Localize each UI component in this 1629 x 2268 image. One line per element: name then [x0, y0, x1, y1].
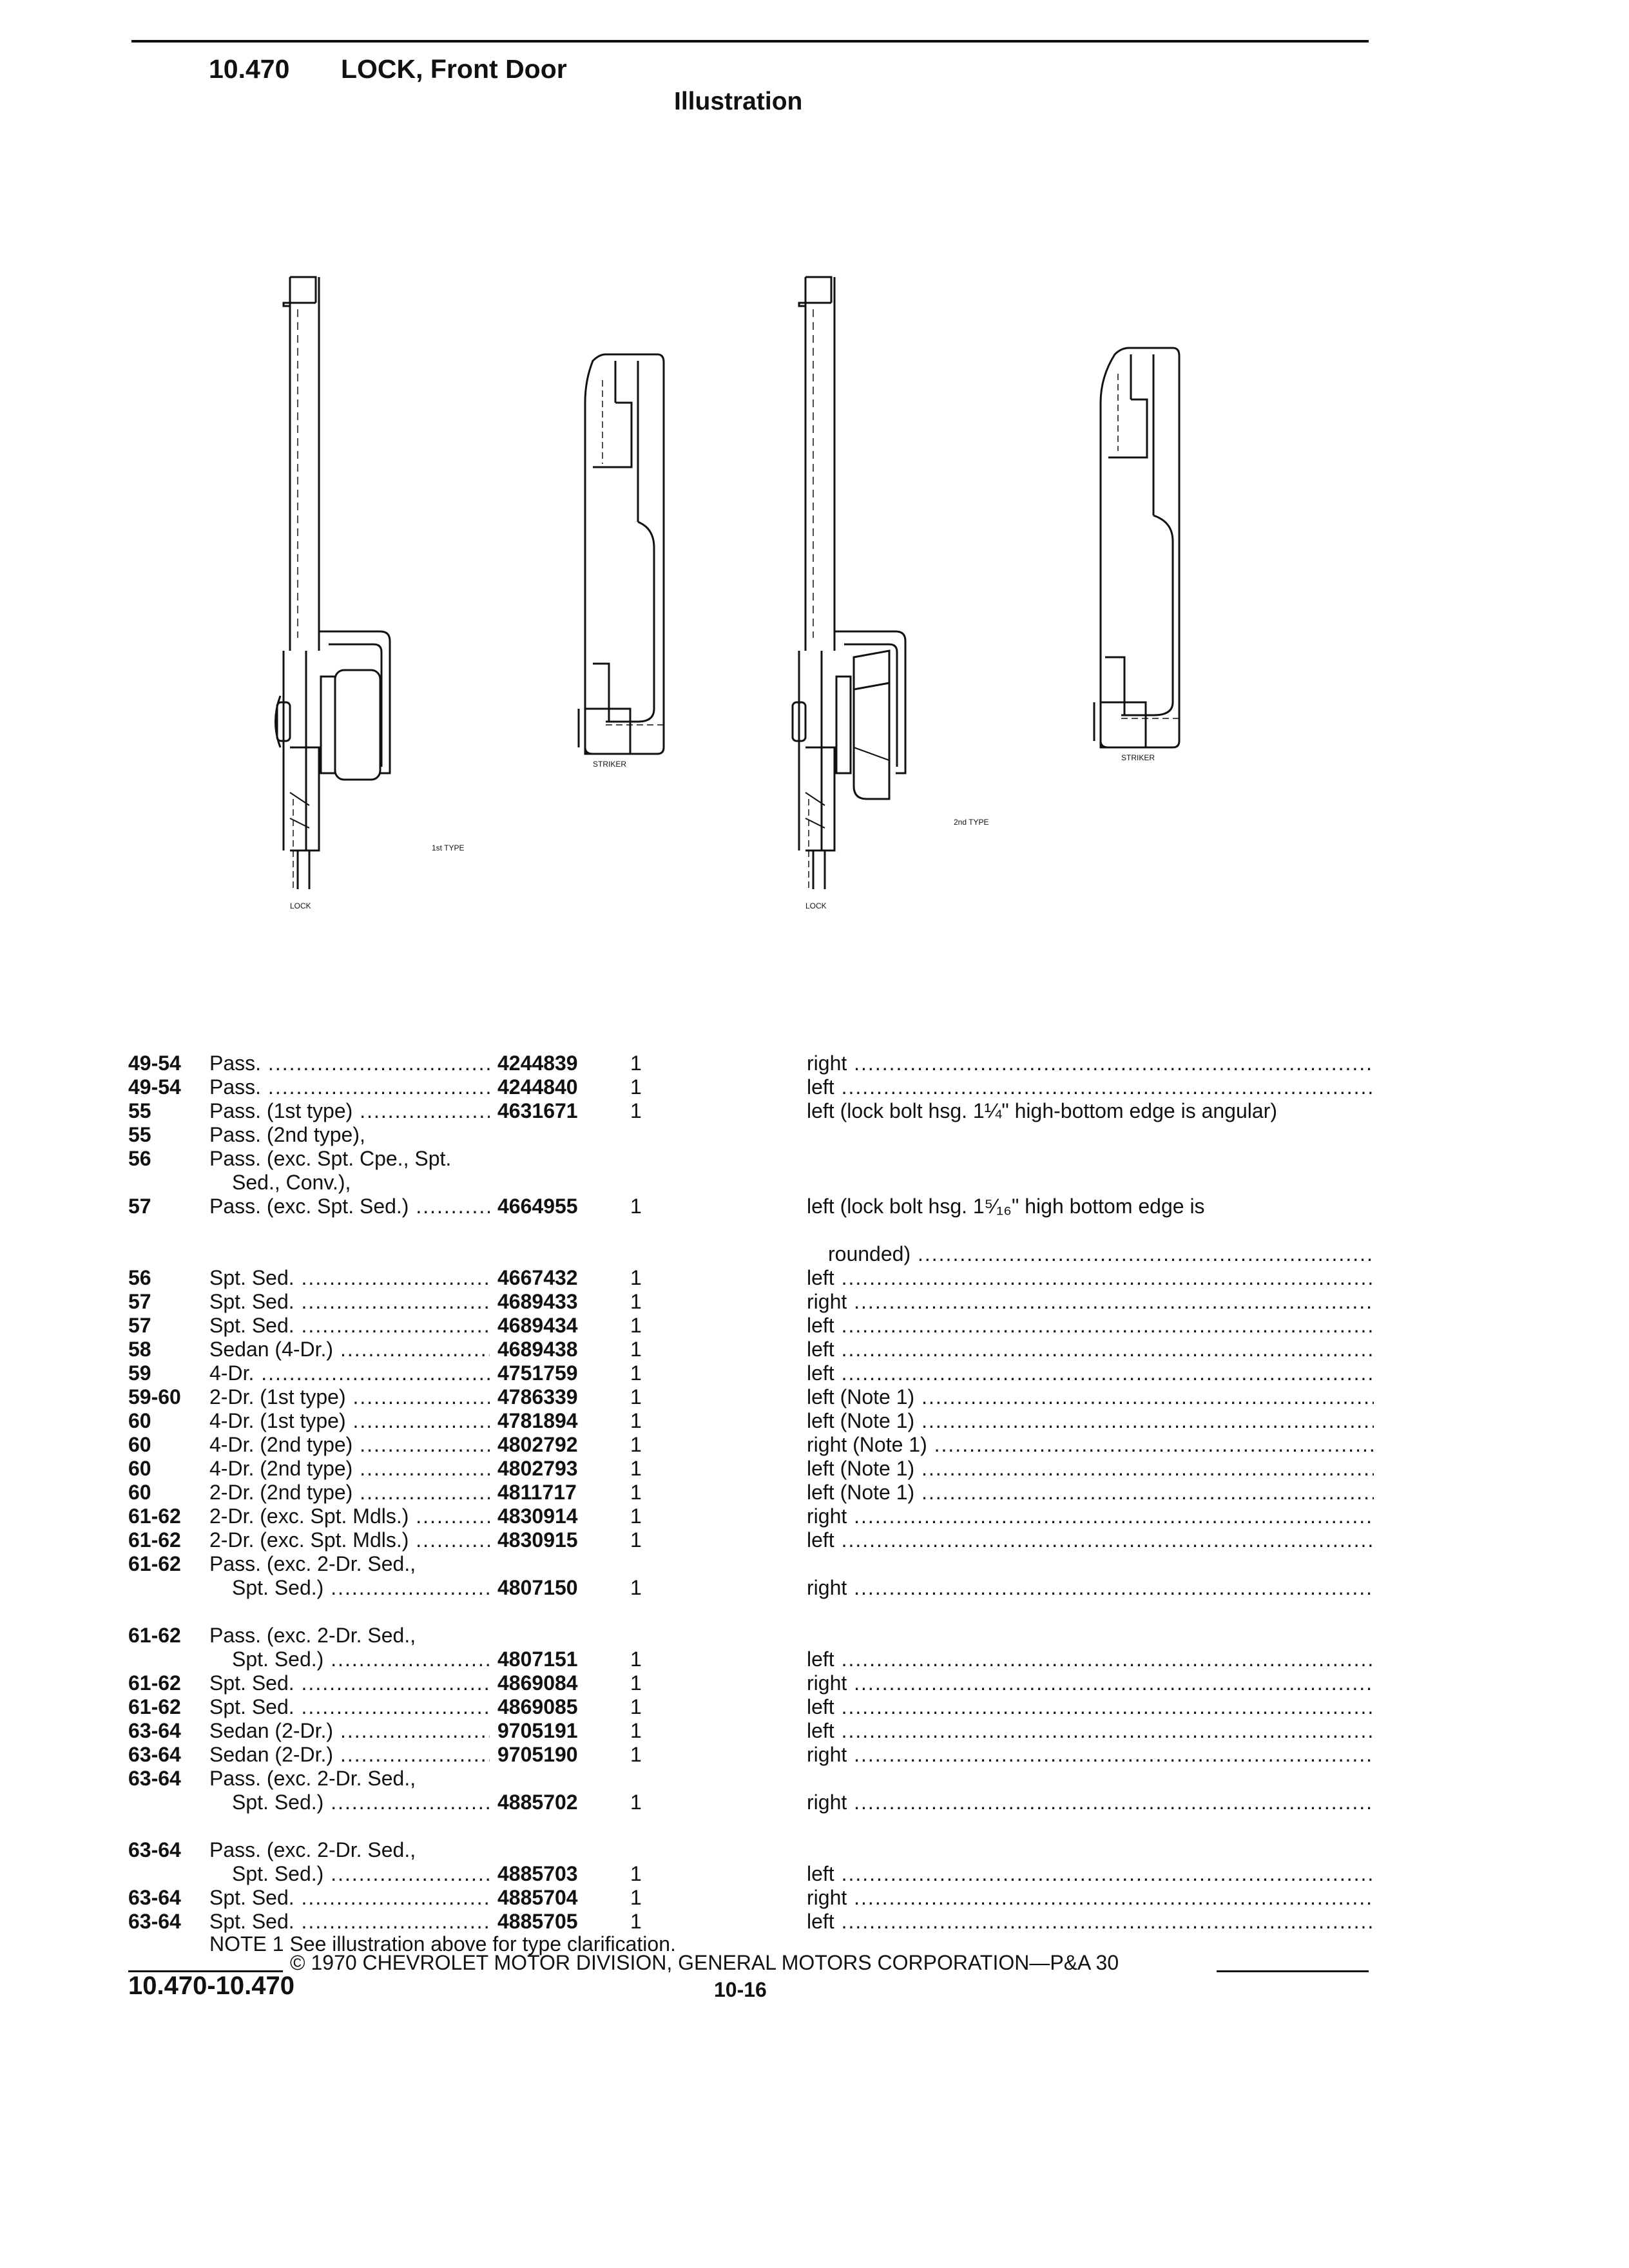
footer-page-number: 10-16	[714, 1978, 767, 2001]
parts-row	[0, 1622, 1629, 1648]
note-text: NOTE 1 See illustration above for type clarification.	[209, 1932, 676, 1956]
model-year: 55	[128, 1099, 151, 1122]
model-year: 60	[128, 1433, 151, 1456]
remarks: left .....	[807, 1527, 1374, 1553]
quantity: 1	[630, 1481, 642, 1504]
parts-row	[0, 1527, 1629, 1553]
model-description: Spt. Sed. .....	[209, 1265, 490, 1291]
model-year: 61-62	[128, 1504, 181, 1528]
remarks: left .....	[807, 1336, 1374, 1362]
model-description: 2-Dr. (exc. Spt. Mdls.) .....	[209, 1503, 490, 1529]
part-number: 4664955	[497, 1195, 578, 1218]
parts-row	[0, 1456, 1629, 1481]
model-year: 49-54	[128, 1075, 181, 1099]
remarks: left .....	[807, 1360, 1374, 1386]
part-number: 9705190	[497, 1743, 578, 1766]
remarks: left .....	[807, 1074, 1374, 1100]
part-number: 4830914	[497, 1504, 578, 1528]
parts-row	[0, 1575, 1629, 1600]
remarks: right .....	[807, 1050, 1374, 1076]
model-description: Pass. (2nd type),	[209, 1123, 365, 1146]
model-year: 60	[128, 1409, 151, 1432]
parts-row	[0, 1837, 1629, 1863]
first-type-lock-drawing	[276, 277, 390, 889]
parts-row	[0, 1670, 1629, 1696]
model-year: 59-60	[128, 1385, 181, 1408]
remarks: right .....	[807, 1742, 1374, 1767]
model-description: Sedan (2-Dr.) .....	[209, 1718, 490, 1744]
part-number: 4751759	[497, 1361, 578, 1385]
parts-row	[0, 1861, 1629, 1887]
model-description: Pass. (exc. Spt. Sed.) .....	[209, 1193, 490, 1219]
first-type-striker-drawing	[579, 354, 664, 754]
parts-row	[0, 1193, 1629, 1219]
parts-row	[0, 1312, 1629, 1338]
model-year: 60	[128, 1457, 151, 1480]
parts-row	[0, 1789, 1629, 1815]
parts-row	[0, 1265, 1629, 1291]
lock-label-1: LOCK	[290, 901, 311, 910]
remarks: right .....	[807, 1503, 1374, 1529]
lock-illustration	[245, 258, 1250, 934]
parts-row	[0, 1551, 1629, 1577]
part-number: 4811717	[497, 1481, 577, 1504]
quantity: 1	[630, 1695, 642, 1718]
quantity: 1	[630, 1075, 642, 1099]
quantity: 1	[630, 1719, 642, 1742]
part-number: 4244839	[497, 1052, 578, 1075]
second-type-lock-drawing	[793, 277, 905, 889]
illustration-heading: Illustration	[674, 88, 803, 115]
model-year: 57	[128, 1314, 151, 1337]
quantity: 1	[630, 1361, 642, 1385]
section-heading	[209, 54, 567, 84]
remarks: left .....	[807, 1861, 1374, 1887]
model-year: 61-62	[128, 1528, 181, 1552]
model-year: 63-64	[128, 1767, 181, 1790]
quantity: 1	[630, 1290, 642, 1313]
quantity: 1	[630, 1457, 642, 1480]
remarks: left .....	[807, 1265, 1374, 1291]
model-year: 63-64	[128, 1886, 181, 1909]
lock-label-2: LOCK	[805, 901, 827, 910]
model-year: 58	[128, 1338, 151, 1361]
model-year: 63-64	[128, 1719, 181, 1742]
quantity: 1	[630, 1576, 642, 1599]
parts-row	[0, 1384, 1629, 1410]
remarks: left .....	[807, 1312, 1374, 1338]
model-description: Pass. .....	[209, 1050, 490, 1076]
remarks: right .....	[807, 1885, 1374, 1910]
part-number: 4885705	[497, 1910, 578, 1933]
model-description: Pass. (exc. 2-Dr. Sed.,	[209, 1552, 416, 1575]
remarks: left (Note 1) .....	[807, 1408, 1374, 1434]
part-number: 4869084	[497, 1671, 578, 1695]
model-year: 56	[128, 1147, 151, 1170]
part-number: 4830915	[497, 1528, 578, 1552]
section-title: LOCK, Front Door	[341, 54, 567, 84]
first-type-label: 1st TYPE	[432, 843, 465, 852]
model-year: 57	[128, 1290, 151, 1313]
model-description: Spt. Sed.) .....	[232, 1861, 490, 1887]
striker-label-2: STRIKER	[1121, 753, 1155, 762]
quantity: 1	[630, 1409, 642, 1432]
model-year: 55	[128, 1123, 151, 1146]
quantity: 1	[630, 1266, 642, 1289]
part-number: 4244840	[497, 1075, 578, 1099]
parts-row	[0, 1336, 1629, 1362]
part-number: 4869085	[497, 1695, 578, 1718]
model-description: 4-Dr. (2nd type) .....	[209, 1432, 490, 1457]
model-description: 4-Dr. (2nd type) .....	[209, 1456, 490, 1481]
model-description: Spt. Sed.) .....	[232, 1575, 490, 1600]
section-number: 10.470	[209, 54, 290, 84]
remarks: left .....	[807, 1694, 1374, 1720]
top-rule	[131, 40, 1369, 43]
quantity: 1	[630, 1433, 642, 1456]
parts-row	[0, 1169, 1629, 1195]
footer-section-range: 10.470-10.470	[128, 1972, 295, 2000]
second-type-striker-drawing	[1094, 348, 1179, 747]
part-number: 4807150	[497, 1576, 578, 1599]
part-number: 4689434	[497, 1314, 578, 1337]
parts-row	[0, 1050, 1629, 1076]
parts-row	[0, 1765, 1629, 1791]
footer-rule-right	[1217, 1970, 1369, 1972]
quantity: 1	[630, 1314, 642, 1337]
model-description: Pass. (exc. Spt. Cpe., Spt.	[209, 1147, 452, 1170]
quantity: 1	[630, 1886, 642, 1909]
model-description: Spt. Sed. .....	[209, 1312, 490, 1338]
model-description: Spt. Sed.) .....	[232, 1789, 490, 1815]
remarks: left .....	[807, 1718, 1374, 1744]
quantity: 1	[630, 1791, 642, 1814]
part-number: 4885704	[497, 1886, 578, 1909]
quantity: 1	[630, 1862, 642, 1885]
model-year: 63-64	[128, 1838, 181, 1861]
model-description: Spt. Sed.) .....	[232, 1646, 490, 1672]
remarks: left (lock bolt hsg. 1¼" high-bottom edge is angular)	[807, 1099, 1277, 1122]
parts-row	[0, 1408, 1629, 1434]
model-description: 4-Dr. .....	[209, 1360, 490, 1386]
part-number: 4667432	[497, 1266, 578, 1289]
remarks: right .....	[807, 1289, 1374, 1314]
part-number: 4802793	[497, 1457, 578, 1480]
remarks: left (lock bolt hsg. 1⁵⁄₁₆" high bottom edge is	[807, 1195, 1205, 1218]
parts-row	[0, 1908, 1629, 1934]
model-year: 61-62	[128, 1671, 181, 1695]
second-type-label: 2nd TYPE	[954, 818, 989, 827]
model-description: Pass. (1st type) .....	[209, 1098, 490, 1124]
model-year: 61-62	[128, 1624, 181, 1647]
footer-copyright: © 1970 CHEVROLET MOTOR DIVISION, GENERAL MOTORS CORPORATION—P&A 30	[290, 1951, 1119, 1974]
part-number: 4885703	[497, 1862, 578, 1885]
part-number: 4781894	[497, 1409, 578, 1432]
part-number: 4807151	[497, 1648, 578, 1671]
quantity: 1	[630, 1385, 642, 1408]
parts-row	[0, 1074, 1629, 1100]
parts-row	[0, 1241, 1629, 1267]
parts-row	[0, 1360, 1629, 1386]
model-description: Spt. Sed. .....	[209, 1670, 490, 1696]
parts-row	[0, 1122, 1629, 1148]
quantity: 1	[630, 1099, 642, 1122]
model-description: Sedan (2-Dr.) .....	[209, 1742, 490, 1767]
parts-row	[0, 1432, 1629, 1457]
quantity: 1	[630, 1743, 642, 1766]
parts-row	[0, 1479, 1629, 1505]
quantity: 1	[630, 1528, 642, 1552]
parts-row	[0, 1742, 1629, 1767]
part-number: 4885702	[497, 1791, 578, 1814]
quantity: 1	[630, 1648, 642, 1671]
model-year: 63-64	[128, 1910, 181, 1933]
remarks: left .....	[807, 1908, 1374, 1934]
model-description: Sedan (4-Dr.) .....	[209, 1336, 490, 1362]
parts-row	[0, 1885, 1629, 1910]
parts-row	[0, 1718, 1629, 1744]
remarks: right .....	[807, 1789, 1374, 1815]
remarks: right .....	[807, 1575, 1374, 1600]
model-description: Pass. (exc. 2-Dr. Sed.,	[209, 1767, 416, 1790]
part-number: 4802792	[497, 1433, 578, 1456]
parts-row	[0, 1146, 1629, 1171]
model-description: 4-Dr. (1st type) .....	[209, 1408, 490, 1434]
model-year: 59	[128, 1361, 151, 1385]
part-number: 4631671	[497, 1099, 578, 1122]
model-year: 57	[128, 1195, 151, 1218]
remarks: rounded) .....	[828, 1241, 1374, 1267]
model-description: Pass. (exc. 2-Dr. Sed.,	[209, 1624, 416, 1647]
remarks: left (Note 1) .....	[807, 1456, 1374, 1481]
model-description: Spt. Sed. .....	[209, 1908, 490, 1934]
model-year: 61-62	[128, 1695, 181, 1718]
parts-row	[0, 1646, 1629, 1672]
model-description: Spt. Sed. .....	[209, 1289, 490, 1314]
quantity: 1	[630, 1052, 642, 1075]
model-description: Sed., Conv.),	[232, 1171, 351, 1194]
model-description: 2-Dr. (2nd type) .....	[209, 1479, 490, 1505]
model-year: 49-54	[128, 1052, 181, 1075]
model-year: 56	[128, 1266, 151, 1289]
remarks: left (Note 1) .....	[807, 1479, 1374, 1505]
model-year: 63-64	[128, 1743, 181, 1766]
model-year: 61-62	[128, 1552, 181, 1575]
parts-row	[0, 1289, 1629, 1314]
remarks: left .....	[807, 1646, 1374, 1672]
part-number: 4689438	[497, 1338, 578, 1361]
model-description: Spt. Sed. .....	[209, 1885, 490, 1910]
parts-row	[0, 1098, 1629, 1124]
part-number: 4786339	[497, 1385, 578, 1408]
quantity: 1	[630, 1671, 642, 1695]
quantity: 1	[630, 1195, 642, 1218]
model-description: Pass. .....	[209, 1074, 490, 1100]
remarks: right .....	[807, 1670, 1374, 1696]
parts-row	[0, 1503, 1629, 1529]
parts-row	[0, 1694, 1629, 1720]
model-year: 60	[128, 1481, 151, 1504]
model-description: 2-Dr. (exc. Spt. Mdls.) .....	[209, 1527, 490, 1553]
remarks: left (Note 1) .....	[807, 1384, 1374, 1410]
model-description: Pass. (exc. 2-Dr. Sed.,	[209, 1838, 416, 1861]
model-description: Spt. Sed. .....	[209, 1694, 490, 1720]
model-description: 2-Dr. (1st type) .....	[209, 1384, 490, 1410]
quantity: 1	[630, 1338, 642, 1361]
remarks: right (Note 1) .....	[807, 1432, 1374, 1457]
striker-label-1: STRIKER	[593, 760, 627, 769]
part-number: 9705191	[497, 1719, 578, 1742]
part-number: 4689433	[497, 1290, 578, 1313]
quantity: 1	[630, 1504, 642, 1528]
quantity: 1	[630, 1910, 642, 1933]
